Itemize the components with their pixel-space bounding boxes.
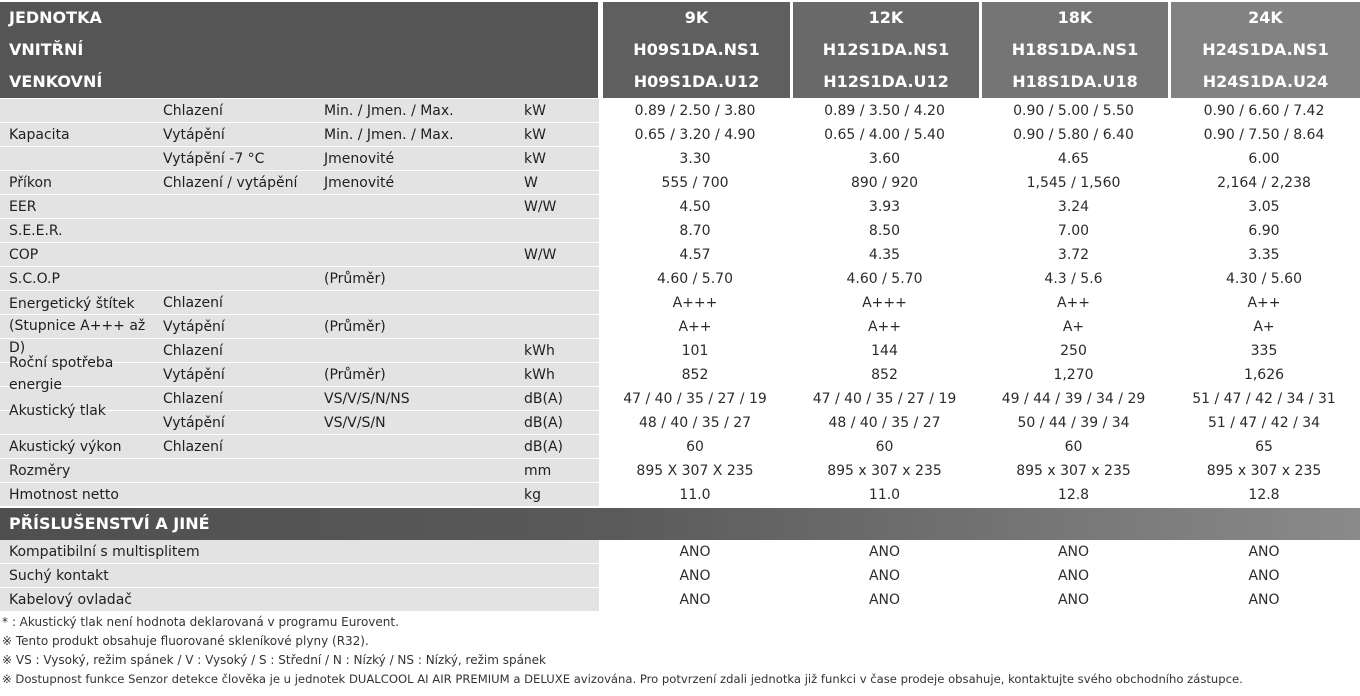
column-separator <box>978 99 981 507</box>
value-cell: 895 x 307 x 235 <box>1016 463 1131 479</box>
column-separator <box>789 540 792 612</box>
unit-label: dB(A) <box>524 415 563 431</box>
value-cell: 6.00 <box>1248 151 1280 167</box>
value-cell: 48 / 40 / 35 / 27 <box>828 415 941 431</box>
group-label: S.C.O.P <box>9 271 60 287</box>
value-cell: 0.90 / 5.80 / 6.40 <box>1013 127 1134 143</box>
value-cell: 60 <box>1064 439 1083 455</box>
model-header-cell: 12K <box>793 2 979 34</box>
footnote: ※ Tento produkt obsahuje fluorované skleníkové plyny (R32). <box>2 634 369 648</box>
spec-row <box>0 99 1360 123</box>
header-label: VNITŘNÍ <box>9 40 84 59</box>
mode-label: Chlazení <box>163 103 223 119</box>
mode-label: Chlazení / vytápění <box>163 175 298 191</box>
value-cell: 48 / 40 / 35 / 27 <box>638 415 752 431</box>
value-cell: 0.65 / 3.20 / 4.90 <box>634 127 756 143</box>
value-cell: A++ <box>867 319 902 335</box>
value-cell: 11.0 <box>679 487 711 503</box>
group-label: Roční spotřeba energie <box>9 355 114 393</box>
unit-label: dB(A) <box>524 439 563 455</box>
column-separator <box>789 99 792 507</box>
value-cell: 101 <box>681 343 709 359</box>
unit-label: kWh <box>524 343 555 359</box>
accessory-row <box>0 588 1360 612</box>
mode-label: Vytápění -7 °C <box>163 151 265 167</box>
value-cell: 12.8 <box>1057 487 1090 503</box>
unit-label: W/W <box>524 247 557 263</box>
spec-row <box>0 195 1360 219</box>
value-cell: 2,164 / 2,238 <box>1217 175 1311 191</box>
spec-row <box>0 387 1360 411</box>
condition-label: VS/V/S/N <box>324 415 386 431</box>
value-cell: 4.60 / 5.70 <box>657 271 733 287</box>
mode-label: Chlazení <box>163 439 223 455</box>
value-cell: 4.30 / 5.60 <box>1226 271 1302 287</box>
model-header-cell: H12S1DA.NS1 <box>793 34 979 66</box>
condition-label: (Průměr) <box>324 367 386 383</box>
condition-label: Min. / Jmen. / Max. <box>324 103 454 119</box>
value-cell: 4.57 <box>679 247 711 263</box>
value-cell: ANO <box>1057 544 1090 560</box>
column-separator <box>1167 99 1170 507</box>
mode-label: Chlazení <box>163 391 223 407</box>
value-cell: 51 / 47 / 42 / 34 <box>1207 415 1321 431</box>
value-cell: 50 / 44 / 39 / 34 <box>1017 415 1130 431</box>
value-cell: 1,545 / 1,560 <box>1026 175 1121 191</box>
spec-row <box>0 411 1360 435</box>
value-cell: 1,270 <box>1053 367 1094 383</box>
accessory-row <box>0 540 1360 564</box>
value-cell: 60 <box>875 439 894 455</box>
value-cell: 12.8 <box>1248 487 1280 503</box>
model-header-cell: H09S1DA.U12 <box>603 66 790 98</box>
condition-label: VS/V/S/N/NS <box>324 391 410 407</box>
unit-label: kW <box>524 103 546 119</box>
value-cell: ANO <box>679 592 711 608</box>
value-cell: 3.35 <box>1248 247 1280 263</box>
value-cell: ANO <box>868 592 901 608</box>
value-cell: 144 <box>871 343 898 359</box>
accessory-label: Kabelový ovladač <box>9 592 132 608</box>
group-label: Rozměry <box>9 463 71 479</box>
value-cell: A+++ <box>862 295 907 311</box>
value-cell: 3.30 <box>679 151 711 167</box>
model-header-cell: H18S1DA.NS1 <box>982 34 1168 66</box>
condition-label: Jmenovité <box>324 151 395 167</box>
value-cell: 51 / 47 / 42 / 34 / 31 <box>1192 391 1336 407</box>
value-cell: 852 <box>681 367 709 383</box>
value-cell: 8.70 <box>679 223 711 239</box>
accessories-title: PŘÍSLUŠENSTVÍ A JINÉ <box>9 514 210 533</box>
mode-label: Vytápění <box>163 367 225 383</box>
footnote: * : Akustický tlak není hodnota deklarovaná v programu Eurovent. <box>2 615 399 629</box>
value-cell: 60 <box>686 439 704 455</box>
value-cell: ANO <box>1248 592 1280 608</box>
accessory-row <box>0 564 1360 588</box>
model-header-cell: 9K <box>603 2 790 34</box>
spec-row <box>0 123 1360 147</box>
value-cell: 335 <box>1250 343 1278 359</box>
value-cell: 895 X 307 X 235 <box>636 463 754 479</box>
value-cell: 47 / 40 / 35 / 27 / 19 <box>812 391 957 407</box>
value-cell: A+ <box>1062 319 1085 335</box>
value-cell: ANO <box>1057 568 1090 584</box>
spec-row <box>0 219 1360 243</box>
value-cell: 7.00 <box>1057 223 1090 239</box>
value-cell: 4.60 / 5.70 <box>846 271 923 287</box>
value-cell: 3.24 <box>1057 199 1090 215</box>
value-cell: A++ <box>1247 295 1281 311</box>
header-row <box>0 66 598 98</box>
value-cell: 3.05 <box>1248 199 1280 215</box>
value-cell: 0.89 / 3.50 / 4.20 <box>824 103 945 119</box>
value-cell: ANO <box>1248 544 1280 560</box>
group-label: EER <box>9 199 37 215</box>
accessory-label: Suchý kontakt <box>9 568 109 584</box>
value-cell: 0.90 / 6.60 / 7.42 <box>1203 103 1325 119</box>
column-separator <box>1167 540 1170 612</box>
label-cell-bg <box>0 99 600 123</box>
value-cell: 1,626 <box>1243 367 1285 383</box>
group-label: Akustický výkon <box>9 439 122 455</box>
accessory-label: Kompatibilní s multisplitem <box>9 544 200 560</box>
value-cell: 47 / 40 / 35 / 27 / 19 <box>623 391 767 407</box>
value-cell: 895 x 307 x 235 <box>827 463 942 479</box>
group-label: Akustický tlak <box>9 403 106 419</box>
value-cell: 4.65 <box>1057 151 1090 167</box>
spec-row <box>0 171 1360 195</box>
mode-label: Vytápění <box>163 319 225 335</box>
value-cell: 0.65 / 4.00 / 5.40 <box>824 127 945 143</box>
value-cell: 65 <box>1255 439 1273 455</box>
model-header-cell: H24S1DA.U24 <box>1171 66 1360 98</box>
value-cell: 6.90 <box>1248 223 1280 239</box>
unit-label: W/W <box>524 199 557 215</box>
header-row <box>0 2 598 34</box>
value-cell: 555 / 700 <box>661 175 729 191</box>
spec-row <box>0 435 1360 459</box>
value-cell: 8.50 <box>868 223 901 239</box>
value-cell: 11.0 <box>868 487 901 503</box>
mode-label: Chlazení <box>163 295 223 311</box>
value-cell: 852 <box>871 367 898 383</box>
group-label: COP <box>9 247 39 263</box>
condition-label: (Průměr) <box>324 271 386 287</box>
unit-label: dB(A) <box>524 391 563 407</box>
spec-row <box>0 147 1360 171</box>
header-row <box>0 34 598 66</box>
value-cell: ANO <box>868 568 901 584</box>
spec-row <box>0 363 1360 387</box>
value-cell: A++ <box>678 319 712 335</box>
value-cell: 0.89 / 2.50 / 3.80 <box>634 103 756 119</box>
unit-label: kW <box>524 127 546 143</box>
column-separator <box>599 99 602 507</box>
model-header-cell: H09S1DA.NS1 <box>603 34 790 66</box>
unit-label: mm <box>524 463 552 479</box>
footnote: ※ Dostupnost funkce Senzor detekce člověka je u jednotek DUALCOOL AI AIR PREMIUM a DELUXE avizována. Pro potvrzení zdali jednotka již funkci v čase prodeje obsahuje, kontaktujte svého obchodního zástupce. <box>2 672 1243 686</box>
spec-row <box>0 243 1360 267</box>
value-cell: 3.93 <box>868 199 901 215</box>
condition-label: Jmenovité <box>324 175 395 191</box>
label-cell-bg <box>0 147 600 171</box>
column-separator <box>978 540 981 612</box>
unit-label: W <box>524 175 538 191</box>
footnote: ※ VS : Vysoký, režim spánek / V : Vysoký / S : Střední / N : Nízký / NS : Nízký, režim spánek <box>2 653 546 667</box>
value-cell: ANO <box>1057 592 1090 608</box>
value-cell: ANO <box>679 568 711 584</box>
condition-label: (Průměr) <box>324 319 386 335</box>
column-separator <box>599 540 602 612</box>
spec-row <box>0 483 1360 507</box>
spec-row <box>0 291 1360 315</box>
mode-label: Vytápění <box>163 127 225 143</box>
accessories-title-bar <box>0 508 1360 540</box>
model-header-cell: H24S1DA.NS1 <box>1171 34 1360 66</box>
value-cell: ANO <box>868 544 901 560</box>
header-label: VENKOVNÍ <box>9 72 103 91</box>
spec-row <box>0 315 1360 339</box>
value-cell: 3.60 <box>868 151 901 167</box>
value-cell: 890 / 920 <box>850 175 919 191</box>
condition-label: Min. / Jmen. / Max. <box>324 127 454 143</box>
value-cell: 895 x 307 x 235 <box>1206 463 1322 479</box>
value-cell: 0.90 / 5.00 / 5.50 <box>1013 103 1134 119</box>
model-header-cell: 24K <box>1171 2 1360 34</box>
model-header-cell: 18K <box>982 2 1168 34</box>
spec-row <box>0 339 1360 363</box>
group-label: Příkon <box>9 175 52 191</box>
value-cell: 0.90 / 7.50 / 8.64 <box>1203 127 1325 143</box>
group-label: Kapacita <box>9 127 70 143</box>
value-cell: 49 / 44 / 39 / 34 / 29 <box>1001 391 1146 407</box>
value-cell: A+++ <box>672 295 718 311</box>
value-cell: ANO <box>679 544 711 560</box>
group-label: Energetický štítek (Stupnice A+++ až D) <box>9 296 146 356</box>
value-cell: ANO <box>1248 568 1280 584</box>
spec-row <box>0 459 1360 483</box>
value-cell: A++ <box>1056 295 1091 311</box>
value-cell: 4.35 <box>868 247 901 263</box>
group-label: Hmotnost netto <box>9 487 119 503</box>
unit-label: kg <box>524 487 541 503</box>
value-cell: 4.50 <box>679 199 711 215</box>
model-header-cell: H18S1DA.U18 <box>982 66 1168 98</box>
mode-label: Vytápění <box>163 415 225 431</box>
value-cell: 250 <box>1060 343 1087 359</box>
value-cell: A+ <box>1253 319 1275 335</box>
unit-label: kW <box>524 151 546 167</box>
spec-row <box>0 267 1360 291</box>
unit-label: kWh <box>524 367 555 383</box>
mode-label: Chlazení <box>163 343 223 359</box>
value-cell: 3.72 <box>1057 247 1090 263</box>
value-cell: 4.3 / 5.6 <box>1044 271 1103 287</box>
model-header-cell: H12S1DA.U12 <box>793 66 979 98</box>
group-label: S.E.E.R. <box>9 223 63 239</box>
header-label: JEDNOTKA <box>9 8 102 27</box>
